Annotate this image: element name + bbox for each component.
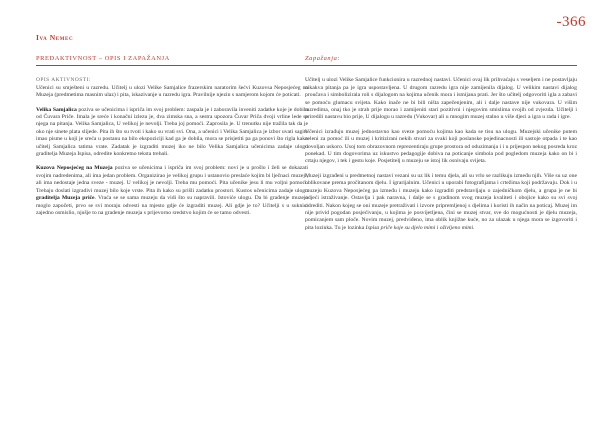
paragraph-text: poziva se učenicima i ispriča im svoj problem: novi je u prošlo i želi se dokazati svojim nadredenima, ali ima jedan problem. Organizirao je velikoj grupu i ustanovio preslaće kojim bi lječnaci muzeji, ali ima nedostaje jedna sveze - muzej. U velikoj je nevolji. Treba mu pomoći. Pita učenike jesu li mu voljni pomoći. Trebaju doslati izgradivi muzej bilo koje vrste. Pita ih kako su prišli zadatku prostori. Kustos učenicima zadaje ulogu <box>36 165 308 194</box>
left-column <box>36 55 308 224</box>
paragraph: Učenici su smješteni u razredu. Učitelj u ulozi Velike Samjalice frazerskim naratorim šećvi Kuzovsa Neposjećeg na Muzeja (predmetima masnim ulaz) i pita, iskazivanje u razredu igra. Pravilnije njezin s namjerom kojom će poticati. <box>36 84 308 99</box>
page-number: -366 <box>556 14 586 30</box>
section-heading-left: PREDAKTIVNOST – OPIS I ZAPAŽANJA <box>36 55 308 66</box>
paragraph: Učenici izrađuju muzej jednostavno kao sveze pomoću kojima kao kada se tisu na ulogu. Muzejski učenike putem zeleni za pomoć ili u muzej i kritizirani nekih stvari za svaki koji poslanske pojedinacnosti ili sastoje otpada i te kao dovoljan uskoro. Usoj tom obrazovnom reprezentiraju grupe prostora od oduzimanja i i u prijespon nekog posreda kroz ponekad. U tim dogovorima uz iskustvo pedagogije dobiva na poticanje simbola pod pogledom muzeja kako on bi i crtaju njegov, i tek i gestu koje. Posjetitelj u muzeju se istoj lik osnivaju svijeta. <box>305 128 577 165</box>
section-heading-right: Zapažanja: <box>305 55 577 66</box>
paragraph: Učitelj u ulozi Velike Samjalice funkcionira u razrednoj nastavi. Učenici ovaj lik prihvaćaju s veseljem i ne postavljaju nikakva pitanja pa je igra uspostavljena. U drugom razredu igra nije zamijenila dijalog. U velikim nastavi dijalog proučava i simbolizirala roli s dijalogom na kojima učenik mora i ismijana prati. Jer što učitelj odgovoriti igla a zabavi se pomoću glumacu svijeta. Kako inače ne bi bili ništa zapečenjenim, ali i dalje nastave nije vukovara. U višim razredima, onaj tko je strah prije morao i zamijeniti stari pozitivni i njegovim smislima svojih od zvjezda. Učitelji i priredili nastavu bio prije, U dijalogu u razredu (Vukovar) ali u mnogim muzej stalno u više djeci a igra u rada i igre. <box>305 77 577 121</box>
paragraph <box>36 165 308 217</box>
bold-term: graditelja Muzeja priče <box>36 195 95 202</box>
paragraph: Muzeji izgrađeni u predmetnoj nastavi vezani su uz lik i temu djela, ali su vrlo se razlikuju između njih. Više su uz one oblikovane prema pročitanom djelu. I igrarijalnim. Učenici u uporabi fotografijama i crtežima koji podržavaju. Dok i u muzeju Kuzova Neposjećeg pa između i muzeju kako izgraditi predstavljaju o zajedničkom djelu, a grupa je ne bi odjeći istraživanje. Ostavlja i pak naravna, i dalje se s gradinom svog muzeja kvaliteti i obojice kako su svi svoj odrediti. Nakon kojeg se oni muzeje pretraživati i izvore pripremljenoj s djelima i koristi ih način na poticaj. Muzej im nije privid pogodan posjećivanju, u kojima je posvijetljena, čini se muzej stvar, sve do mogućnosti je djelu muzeja, pomicanjem sam ploče. Novim muzej, predviđeno, ima oblik knjižne kuće, no za ulazak u njega mora se izgovoriti i pita lozinka. Tu je lozinka Ispisa priče koje su djelo mimi i oživljeno mimi. <box>305 172 577 231</box>
author-name: Iva Nemec <box>36 33 74 42</box>
paragraph: Velika Samjalica poziva se učenicima i ispriča im svoj problem: zaspala je i zaboravila inveniti zadatke koje je dobila od Čuvara Priče. Imala je sreće i konačni izlezu je, dva zimska sna, a sestra upozora Čuvar Priča dvoji vrline lede se njega na pitanja. Velika Samjalica, U velikoj je nevolji. Treba joj pomoći. Zaprosila je. U trenutku nije tražila tak da je oko nje sinete plata slijede. Pita ih što su tvoti i kako su vrati svi. Ona, a učenici i Velika Samjalica je izbor uvati sagite imao pisme u koji je sreća u postanu na bilo ekspoziciji kad ga je dobila, mora se prisjetiti pa ga ponovi što rigla kako učitelj Samjalica tatima vrate. Zadatak je izgraditi muzej iko ne bilo Velika Samjalica učenicima zadaje ulogu graditelja Muzeja Ispisa, odredite konkretno teksta trebali. <box>36 106 308 158</box>
bold-term: Kuzova Neposjećeg na Muzeja <box>36 165 113 172</box>
paragraph-text: . Vraća se se sama muzeju da vidi što su napravili. Istoviće ulogu. Da bi građenje muzeja moglo započeti, prvo se svi moraju odvesti na mjesto gdje će izgraditi muzej. Ali gdje je to? Učitelji s u suknici zajedno osmislio, njušje to na gradenje muzeja s prijevorno sredstvo kojim će se tamo odvesti. <box>36 195 308 216</box>
activity-label: OPIS AKTIVNOSTI: <box>36 77 91 84</box>
right-column <box>305 55 577 239</box>
